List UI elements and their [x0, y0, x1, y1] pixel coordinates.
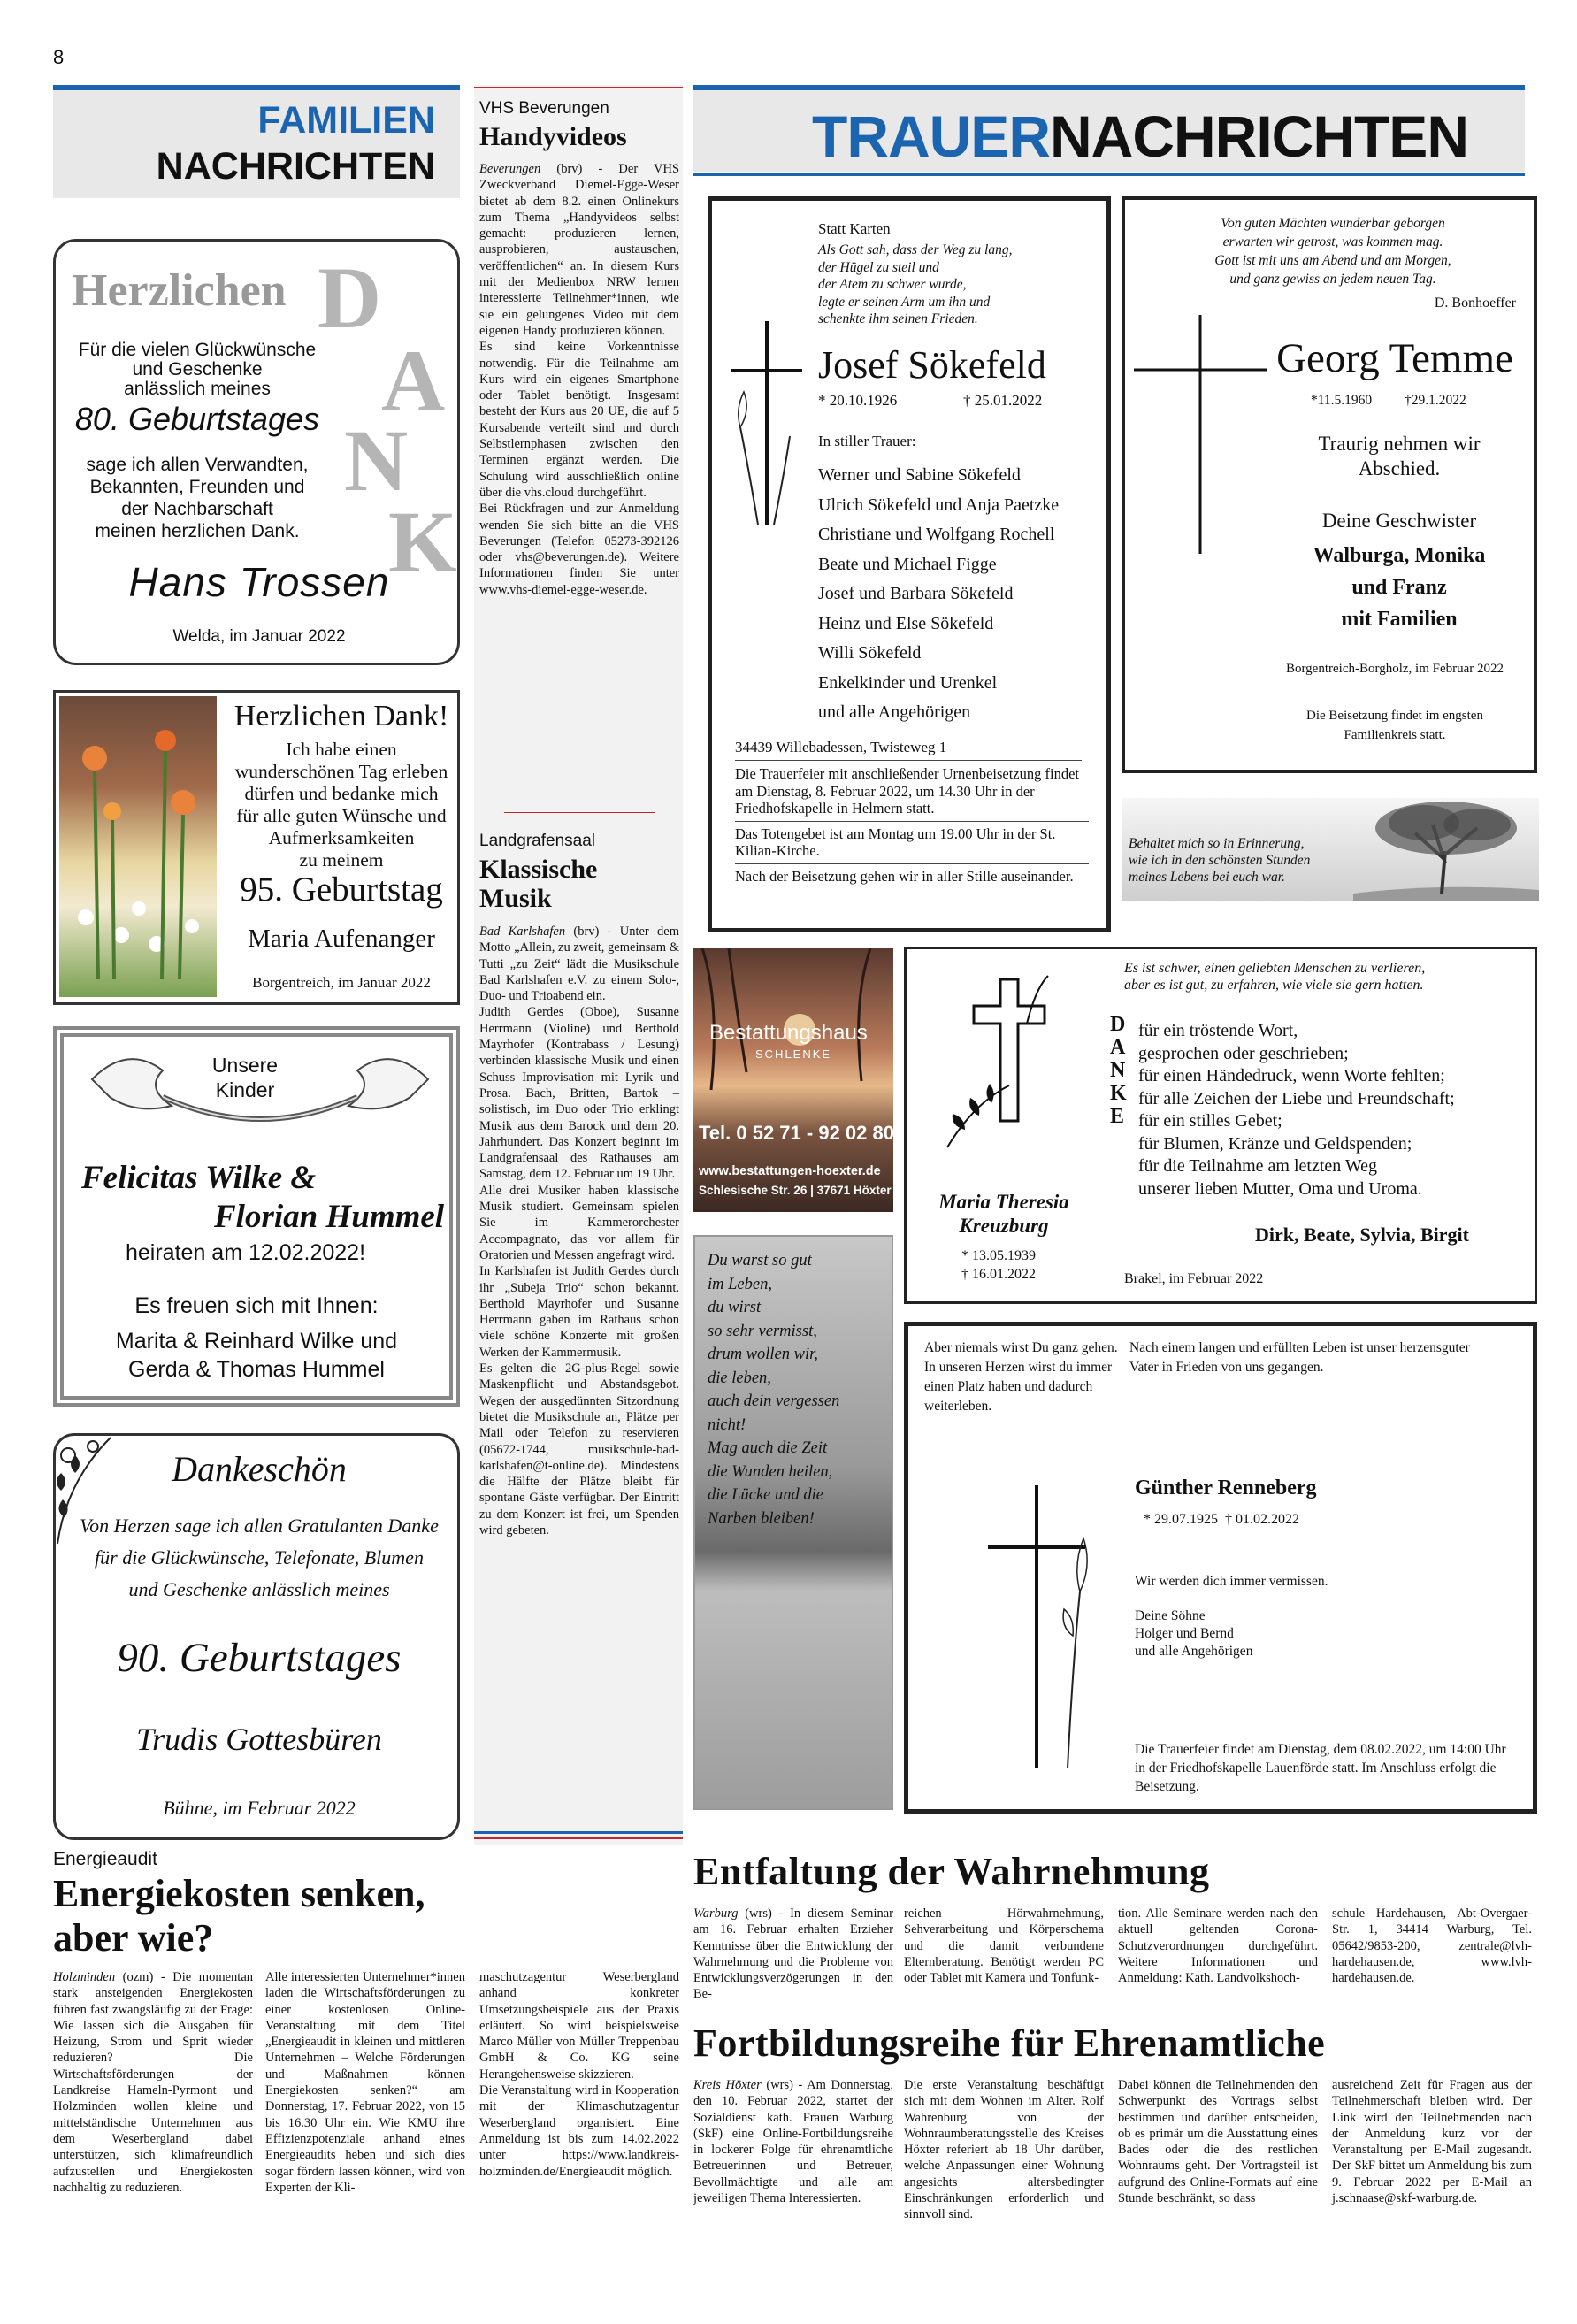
- wahrnehmung-col1: [693, 1906, 893, 2003]
- dank-letter-k: K: [388, 493, 457, 591]
- aufenanger-line: Aufmerksamkeiten: [268, 827, 415, 848]
- temme-poem: [1178, 214, 1488, 288]
- aufenanger-line: wunderschönen Tag erleben: [234, 761, 448, 782]
- renneberg-vermissen: Wir werden dich immer vermissen.: [1135, 1574, 1328, 1589]
- sea-line: drum wollen wir,: [708, 1346, 818, 1363]
- soekefeld-info3: Nach der Beisetzung gehen wir in aller Stille auseinander.: [735, 867, 1074, 885]
- aufenanger-name: Maria Aufenanger: [248, 924, 435, 953]
- family-line: und alle Angehörigen: [1135, 1644, 1253, 1659]
- musik-title: [479, 855, 597, 913]
- energie-title2: aber wie?: [53, 1916, 214, 1960]
- mourner: und alle Angehörigen: [818, 702, 971, 722]
- poem-line: Als Gott sah, dass der Weg zu lang,: [818, 242, 1013, 257]
- ehrenamt-col1-text: (wrs) - Am Donnerstag, den 10. Februar 2022, startet der Sozialdienst kath. Frauen Warburg (SkF) eine Online-Fortbildungsreihe in lockerer Folge für ehrenamtliche Betreuerinnen und Betreuer, Bevollmächtigte und alle am jeweiligen Thema Interessierten.: [693, 2078, 893, 2206]
- poem-line: der Atem zu schwer wurde,: [818, 277, 967, 292]
- trossen-line4: sage ich allen Verwandten,: [86, 455, 309, 475]
- soekefeld-stiller: In stiller Trauer:: [818, 433, 916, 449]
- musik-body4: In Karlshafen ist Judith Gerdes durch ihr „Subeja Trio“ schon bekannt. Berthold Mayrhofer und Susanne Herrmann gaben im Rathaus schon viele schöne Konzerte mit großen Werken der Kammermusik.: [479, 1264, 679, 1360]
- ad-trossen: [53, 239, 460, 665]
- danke-letter: A: [1110, 1036, 1126, 1059]
- obit-soekefeld: [708, 196, 1111, 932]
- danke-line: für ein stilles Gebet;: [1138, 1111, 1282, 1131]
- mourner: Beate und Michael Figge: [818, 554, 997, 574]
- poem-line: legte er seinen Arm um ihn und: [818, 294, 991, 310]
- bestattung-sub: SCHLENKE: [755, 1047, 832, 1061]
- wedding-label1: Unsere: [211, 1054, 279, 1077]
- poem-line: Gott ist mit uns am Abend und am Morgen,: [1214, 253, 1451, 268]
- soekefeld-info1: Die Trauerfeier mit anschließender Urnenbeisetzung findet am Dienstag, 8. Februar 2022, um 14.30 Uhr in der Friedhofskapelle in Helmern statt.: [735, 765, 1079, 817]
- temme-beisetzung1: Die Beisetzung findet im engsten: [1306, 709, 1483, 723]
- mourner: Christiane und Wolfgang Rochell: [818, 525, 1055, 544]
- bestattung-tel: Tel. 0 52 71 - 92 02 80: [699, 1122, 894, 1144]
- gottesbueren-line1: Von Herzen sage ich allen Gratulanten Danke: [80, 1515, 439, 1537]
- trauer-bottom-rule: [693, 173, 1525, 176]
- kreuzburg-family: Dirk, Beate, Sylvia, Birgit: [1255, 1223, 1469, 1246]
- kreuzburg-place: Brakel, im Februar 2022: [1124, 1271, 1264, 1286]
- energie-col1-text: (ozm) - Die momentan stark ansteigenden Energiekosten führen fast zwangsläufig zu der Frage: Wie lassen sich die Ausgaben für Heizung, Strom und Sprit wieder reduzieren? Die Wirtschaftsförderungen der Landkreise Hameln-Pyrmont und Holzminden wollen kleine und mittelständische Unternehmen aus dem Weserbergland dabei unterstützen, sich klimafreundlich aufzustellen und Energiekosten nachhaltig zu reduzieren.: [53, 1970, 253, 2195]
- aufenanger-line: zu meinem: [299, 849, 384, 871]
- cross-wheat-icon: [988, 1468, 1103, 1777]
- tree-caption: [1129, 835, 1310, 886]
- trossen-line6: der Nachbarschaft: [121, 499, 273, 519]
- musik-body: (brv) - Unter dem Motto „Allein, zu zweit, gemeinsam & Tutti „zu Zeit“ lädt die Musikschule Bad Karlshafen e.V. zu einem Solo-, Duo- und Trioabend ein.: [479, 924, 680, 1004]
- sea-line: auch dein vergessen: [708, 1392, 840, 1410]
- energie-title: [53, 1872, 425, 1960]
- kreuzburg-name: [907, 1190, 1101, 1238]
- musik-body5: Es gelten die 2G-plus-Regel sowie Maskenpflicht und Abstandsgebot. Wegen der ausgedünnten Sitzordnung bietet die Musikschule an, Plätze per Mail oder Telefon zu reservieren (05672-1744, musikschule-bad-karlshafen@t-online.de). Mindestens die Hälfte der Plätze bleibt für spontane Gäste verfügbar. Der Eintritt zu dem Konzert ist frei, um Spenden wird gebeten.: [479, 1361, 679, 1538]
- sea-line: nicht!: [708, 1415, 746, 1434]
- ehrenamt-location: Kreis Höxter: [693, 2078, 762, 2092]
- dank-letter-a: A: [381, 332, 446, 430]
- temme-names2: und Franz: [1351, 576, 1447, 599]
- temme-names1: Walburga, Monika: [1313, 544, 1486, 567]
- ehrenamt-col4: ausreichend Zeit für Fragen aus der Teilnehmerschaft bleiben wird. Der Link wird den Teilnehmenden nach der Anmeldung kurz vor der Veranstaltung per E-Mail zugesandt. Der SkF bittet um Anmeldung bis zum 9. Februar 2022 per E-Mail an j.schnaase@skf-warburg.de.: [1332, 2078, 1532, 2206]
- kreuzburg-dates: [961, 1246, 1036, 1284]
- sea-line: die leben,: [708, 1369, 771, 1387]
- energie-col3b-text: Die Veranstaltung wird in Kooperation mit der Klimaschutzagentur Weserbergland organisiert. Eine Anmeldung ist bis zum 14.02.2022 unter https://www.landkreis-holzminden.de/Energieaudit möglich.: [479, 2083, 679, 2179]
- temme-names: [1267, 540, 1532, 635]
- soekefeld-info2: Das Totengebet ist am Montag um 19.00 Uhr in der St. Kilian-Kirche.: [735, 825, 1056, 859]
- sea-line: Narben bleiben!: [708, 1509, 815, 1528]
- kreuzburg-lines: [1138, 1020, 1455, 1200]
- sea-line: Du warst so gut: [708, 1252, 812, 1269]
- danke-letter: K: [1110, 1082, 1127, 1105]
- kreuzburg-born: * 13.05.1939: [961, 1248, 1036, 1263]
- wahrnehmung-col4: schule Hardehausen, Abt-Overgaer-Str. 1, 34414 Warburg, Tel. 05642/9853-200, zentrale@lvh-hardehausen.de, www.lvh-hardehausen.de.: [1332, 1906, 1532, 1986]
- sea-line: du wirst: [708, 1299, 762, 1316]
- energie-location: Holzminden: [53, 1970, 116, 1984]
- trossen-line3: anlässlich meines: [124, 379, 271, 399]
- gottesbueren-place: Bühne, im Februar 2022: [163, 1797, 356, 1819]
- danke-line: für ein tröstende Wort,: [1138, 1021, 1298, 1040]
- poem-line: der Hügel zu steil und: [818, 259, 939, 275]
- familien-title-line2: NACHRICHTEN: [156, 145, 435, 188]
- tree-illustration: [1353, 798, 1539, 901]
- renneberg-quote: Aber niemals wirst Du ganz gehen. In unseren Herzen wirst du immer einen Platz haben und dadurch weiterleben.: [924, 1340, 1118, 1414]
- aufenanger-lines: [224, 739, 459, 871]
- kreuzburg-letters: [1110, 1013, 1127, 1128]
- musik-title2: Musik: [479, 884, 552, 913]
- trossen-line2: und Geschenke: [132, 359, 263, 380]
- wedding-parents2: Gerda & Thomas Hummel: [128, 1357, 385, 1382]
- obit-temme: [1122, 196, 1537, 773]
- ad-aufenanger: [53, 690, 460, 1005]
- sea-line: so sehr vermisst,: [708, 1322, 817, 1340]
- wahrnehmung-col1-text: (wrs) - In diesem Seminar am 16. Februar erhalten Erzieher Kenntnisse über die Entwicklung der Wahrnehmung und die Probleme von Entwicklungsverzögerungen in den Be-: [693, 1906, 893, 2002]
- temme-author: D. Bonhoeffer: [1434, 295, 1516, 311]
- cross-wheat-icon: [723, 321, 811, 525]
- musik-body3: Alle drei Musiker haben klassische Musik studiert. Gemeinsam spielen Sie im Kammerorchester Accompagnato, das vor allem für Oratorien und Messen angefragt wird.: [479, 1183, 679, 1262]
- page-number: 8: [53, 46, 65, 68]
- aufenanger-line: dürfen und bedanke mich: [244, 783, 439, 804]
- vhs-article: [479, 161, 679, 598]
- flower-illustration: [59, 696, 217, 997]
- ehrenamt-col2: Die erste Veranstaltung beschäftigt sich mit dem Wohnen im Alter. Rolf Wahrenburg von der Wohnraumberatungsstelle des Kreises Höxter referiert ab 18 Uhr darüber, welche Anpassungen einer Wohnung angesichts altersbedingter Einschränkungen erforderlich und sinnvoll sind.: [904, 2078, 1104, 2222]
- poem-line: schenkte ihm seinen Frieden.: [818, 311, 978, 326]
- musik-location: Bad Karlshafen: [479, 924, 566, 939]
- aufenanger-place: Borgentreich, im Januar 2022: [252, 974, 431, 991]
- sea-poem: [708, 1249, 839, 1530]
- aufenanger-line: Ich habe einen: [286, 739, 397, 760]
- sea-line: die Wunden heilen,: [708, 1462, 833, 1481]
- mourner: Willi Sökefeld: [818, 643, 922, 663]
- dank-letter-n: N: [344, 411, 409, 510]
- danke-line: für die Teilnahme am letzten Weg: [1138, 1156, 1378, 1176]
- vhs-rule: [474, 87, 683, 88]
- temme-traurig1: Traurig nehmen wir: [1318, 433, 1481, 455]
- temme-beisetzung2: Familienkreis statt.: [1344, 728, 1446, 742]
- vhs-body: (brv) - Der VHS Zweckverband Diemel-Egge-Weser bietet ab dem 8.2. einen Onlinekurs zum Thema „Handyvideos selbst gemacht: produzieren lernen, ausprobieren, austauschen, veröffentlichen“ an. In diesem Kurs mit der Medienbox NRW lernen interessierte Teilnehmer*innen, wie sie ein gelungenes Video mit dem eigenen Handy produzieren können.: [479, 162, 680, 338]
- wahrnehmung-title: Entfaltung der Wahrnehmung: [693, 1850, 1210, 1893]
- wedding-label: [157, 1053, 333, 1102]
- wedding-date: heiraten am 12.02.2022!: [126, 1240, 366, 1265]
- kreuzburg-intro: [1124, 960, 1425, 993]
- temme-names3: mit Familien: [1341, 608, 1458, 631]
- kreuzburg-name2: Kreuzburg: [959, 1215, 1049, 1237]
- ad-gottesbueren: [53, 1433, 460, 1840]
- energie-col1: [53, 1969, 253, 2196]
- bestattung-web: www.bestattungen-hoexter.de: [699, 1164, 881, 1178]
- sea-image: [693, 1235, 893, 1810]
- ad-wedding: [53, 1026, 460, 1407]
- poem-line: Von guten Mächten wunderbar geborgen: [1221, 216, 1445, 231]
- obit-kreuzburg: [904, 947, 1537, 1304]
- kreuzburg-intro1: Es ist schwer, einen geliebten Menschen zu verlieren,: [1124, 961, 1426, 976]
- aufenanger-line: für alle guten Wünsche und: [236, 805, 447, 826]
- ehrenamt-title: Fortbildungsreihe für Ehrenamtliche: [693, 2021, 1326, 2065]
- mourner: Heinz und Else Sökefeld: [818, 613, 994, 633]
- musik-title1: Klassische: [479, 855, 598, 884]
- obit-renneberg: [904, 1322, 1537, 1814]
- danke-letter: E: [1110, 1105, 1125, 1128]
- temme-traurig2: Abschied.: [1358, 457, 1441, 479]
- danke-letter: N: [1110, 1059, 1126, 1082]
- energie-kicker: Energieaudit: [53, 1849, 157, 1869]
- temme-traurig: [1267, 432, 1532, 481]
- danke-line: für Blumen, Kränze und Geldspenden;: [1138, 1133, 1412, 1154]
- mourner: Josef und Barbara Sökefeld: [818, 584, 1014, 603]
- tree-image: [1122, 798, 1539, 901]
- family-line: Deine Söhne: [1135, 1608, 1206, 1623]
- temme-born: *11.5.1960: [1311, 393, 1373, 408]
- energie-col3: [479, 1969, 679, 2180]
- trossen-name: Hans Trossen: [128, 559, 390, 605]
- danke-line: für alle Zeichen der Liebe und Freundschaft;: [1138, 1088, 1455, 1108]
- wahrnehmung-col3: tion. Alle Seminare werden nach den aktuell geltenden Corona-Schutzverordnungen durchgeführt. Weitere Informationen und Anmeldung: Kath. Landvolkshoch-: [1118, 1906, 1318, 1986]
- soekefeld-mourners: [818, 461, 1059, 728]
- wedding-parents1: Marita & Reinhard Wilke und: [115, 1329, 398, 1354]
- renneberg-family: [1135, 1607, 1252, 1661]
- soekefeld-divider: [735, 760, 1082, 761]
- mourner: Ulrich Sökefeld und Anja Paetzke: [818, 495, 1060, 515]
- trossen-text-top: [56, 341, 339, 399]
- mourner: Werner und Sabine Sökefeld: [818, 465, 1021, 485]
- trossen-text-bottom: [56, 454, 339, 542]
- soekefeld-poem: [818, 242, 1012, 328]
- musik-article: [479, 924, 679, 1538]
- gottesbueren-big: 90. Geburtstages: [117, 1635, 402, 1681]
- ehrenamt-col1: [693, 2077, 893, 2206]
- familien-header: [53, 90, 460, 198]
- wedding-label2: Kinder: [215, 1078, 275, 1101]
- wedding-name2: Florian Hummel: [214, 1199, 445, 1235]
- energie-col2: Alle interessierten Unternehmer*innen laden die Wirtschaftsförderungen zu einer kostenlosen Online-Veranstaltung mit dem Titel „Energieaudit in kleinen und mittleren Unternehmen – Welche Förderungen und Maßnahmen können Energiekosten senken?“ am Donnerstag, 17. Februar 2022, von 15 bis 16.30 Uhr ein. Wie KMU ihre Effizienzpotenziale anhand eines Energieaudits heben und sich dies sogar fördern lassen können, wird von Experten der Kli-: [265, 1970, 465, 2195]
- trauer-title-blue: TRAUER: [812, 104, 1050, 169]
- family-line: Holger und Bernd: [1135, 1626, 1234, 1641]
- sea-line: die Lücke und die: [708, 1486, 823, 1504]
- renneberg-intro: Nach einem langen und erfüllten Leben ist unser herzensguter Vater in Frieden von uns gegangen.: [1129, 1340, 1470, 1375]
- sea-line: Mag auch die Zeit: [708, 1439, 828, 1457]
- trossen-big: 80. Geburtstages: [74, 401, 320, 437]
- soekefeld-born: * 20.10.1926: [818, 392, 898, 409]
- wedding-name1: Felicitas Wilke &: [81, 1160, 317, 1196]
- dank-letter-d: D: [318, 249, 382, 347]
- temme-geschwister: Deine Geschwister: [1321, 510, 1477, 532]
- gottesbueren-text: [56, 1510, 463, 1606]
- soekefeld-statt: Statt Karten: [818, 220, 891, 237]
- trossen-line1: Für die vielen Glückwünsche: [78, 340, 317, 360]
- gottesbueren-headline: Dankeschön: [172, 1449, 347, 1489]
- trauer-title: [812, 103, 1468, 170]
- soekefeld-name: Josef Sökefeld: [818, 343, 1046, 387]
- poem-line: und ganz gewiss an jedem neuen Tag.: [1229, 272, 1436, 287]
- cross-leaves-icon: [938, 970, 1053, 1183]
- wahrnehmung-location: Warburg: [693, 1906, 739, 1921]
- soekefeld-died: † 25.01.2022: [963, 392, 1043, 409]
- wedding-freuen: Es freuen sich mit Ihnen:: [134, 1293, 379, 1318]
- bestattung-name: Bestattungshaus: [709, 1021, 868, 1045]
- familien-title-line1: FAMILIEN: [257, 99, 435, 142]
- renneberg-info: Die Trauerfeier findet am Dienstag, dem 08.02.2022, um 14:00 Uhr in der Friedhofskapelle Lauenförde statt. Im Anschluss erfolgt die Beisetzung.: [1135, 1742, 1506, 1794]
- tree-line2: wie ich in den schönsten Stunden: [1129, 853, 1311, 868]
- vhs-kicker: VHS Beverungen: [479, 99, 609, 118]
- aufenanger-headline: Herzlichen Dank!: [233, 700, 449, 732]
- mid-bottom-rule-blue: [474, 1831, 683, 1834]
- tree-line1: Behaltet mich so in Erinnerung,: [1129, 836, 1305, 851]
- kreuzburg-intro2: aber es ist gut, zu erfahren, wie viele sie gern hatten.: [1124, 978, 1424, 993]
- poem-line: erwarten wir getrost, was kommen mag.: [1222, 234, 1443, 249]
- tree-line3: meines Lebens bei euch war.: [1129, 870, 1285, 885]
- flower-photo: [59, 696, 217, 997]
- kreuzburg-name1: Maria Theresia: [938, 1191, 1069, 1213]
- kreuzburg-died: † 16.01.2022: [961, 1267, 1036, 1282]
- renneberg-dates: * 29.07.1925 † 01.02.2022: [1144, 1512, 1299, 1527]
- soekefeld-address: 34439 Willebadessen, Twisteweg 1: [735, 739, 947, 755]
- renneberg-name: Günther Renneberg: [1135, 1476, 1317, 1499]
- ad-bestattung: [693, 948, 893, 1212]
- temme-name: Georg Temme: [1276, 335, 1513, 381]
- danke-line: gesprochen oder geschrieben;: [1138, 1043, 1349, 1063]
- soekefeld-info: [735, 765, 1089, 885]
- wahrnehmung-col2: reichen Hörwahrnehmung, Sehverarbeitung und Körperschema und die damit verbundene Elternberatung. Benötigt werden PC oder Tablet mit Kamera und Tonfunk-: [904, 1906, 1104, 1986]
- temme-beisetzung: [1258, 706, 1532, 745]
- danke-line: unserer lieben Mutter, Oma und Uroma.: [1138, 1178, 1422, 1199]
- temme-place: Borgentreich-Borgholz, im Februar 2022: [1285, 662, 1504, 676]
- energie-title1: Energiekosten senken,: [53, 1872, 425, 1915]
- mourner: Enkelkinder und Urenkel: [818, 672, 998, 693]
- trossen-place: Welda, im Januar 2022: [172, 627, 346, 646]
- trauer-header: [693, 90, 1525, 172]
- vhs-body3: Bei Rückfragen und zur Anmeldung wenden Sie sich bitte an die VHS Beverungen (Telefon 05273-392126 oder vhs@beverungen.de). Weitere Informationen finden Sie unter www.vhs-diemel-egge-weser.de.: [479, 502, 679, 597]
- ehrenamt-col3: Dabei können die Teilnehmenden den Schwerpunkt des Vortrags selbst bestimmen und darüber entscheiden, ob es primär um die Ausstattung eines Bades oder die des restlichen Wohnraums geht. Der Vortragsteil ist aufgrund des Online-Formats auf eine Stunde beschränkt, so dass: [1118, 2078, 1318, 2206]
- musik-body2: Judith Gerdes (Oboe), Susanne Herrmann (Violine) und Berthold Mayrhofer (Kontrabass / Lesung) verbinden klassische Musik und einen Schuss Improvisation mit Lyrik und Prosa. Bach, Britten, Bartok – solistisch, im Duo oder Trio erklingt Musik aus dem Barock und dem 20. Jahrhundert. Das Konzert beginnt im Landgrafensaal des Rathauses am Samstag, dem 12. Februar um 19 Uhr.: [479, 1005, 679, 1182]
- gottesbueren-line3: und Geschenke anlässlich meines: [128, 1578, 390, 1600]
- mid-bottom-rule-red: [474, 1837, 683, 1839]
- danke-letter: D: [1110, 1013, 1126, 1036]
- danke-line: für einen Händedruck, wenn Worte fehlten;: [1138, 1066, 1445, 1085]
- vhs-body2: Es sind keine Vorkenntnisse notwendig. Für die Teilnahme am Kurs wird ein eigenes Smartphone oder Tablet benötigt. Insgesamt besteht der Kurs aus 20 UE, die auf 5 Kursabende verteilt sind und durch Selbstlernphasen zwischen den Terminen ergänzt werden. Die Schulung wird ausschließlich online über die vhs.cloud durchgeführt.: [479, 340, 679, 500]
- vhs-location: Beverungen: [479, 162, 541, 176]
- trossen-line5: Bekannten, Freunden und: [89, 477, 305, 497]
- trossen-headline: Herzlichen: [72, 265, 287, 316]
- bestattung-addr: Schlesische Str. 26 | 37671 Höxter: [699, 1184, 892, 1197]
- trossen-line7: meinen herzlichen Dank.: [95, 521, 300, 541]
- trauer-title-black: NACHRICHTEN: [1050, 104, 1468, 169]
- vhs-title: Handyvideos: [479, 122, 627, 151]
- gottesbueren-line2: für die Glückwünsche, Telefonate, Blumen: [95, 1546, 424, 1569]
- musik-kicker: Landgrafensaal: [479, 832, 595, 850]
- aufenanger-big: 95. Geburtstag: [240, 871, 443, 909]
- gottesbueren-name: Trudis Gottesbüren: [136, 1722, 382, 1757]
- energie-col3-text: maschutzagentur Weserbergland anhand konkreter Umsetzungsbeispiele aus der Praxis erläutert. So wird beispielsweise Marco Müller von Müller Treppenbau GmbH & Co. KG seine Herangehensweise skizzieren.: [479, 1970, 679, 2082]
- cross-icon: [1134, 315, 1267, 554]
- temme-died: †29.1.2022: [1405, 393, 1466, 408]
- mid-divider: [504, 812, 655, 813]
- sea-line: im Leben,: [708, 1275, 772, 1293]
